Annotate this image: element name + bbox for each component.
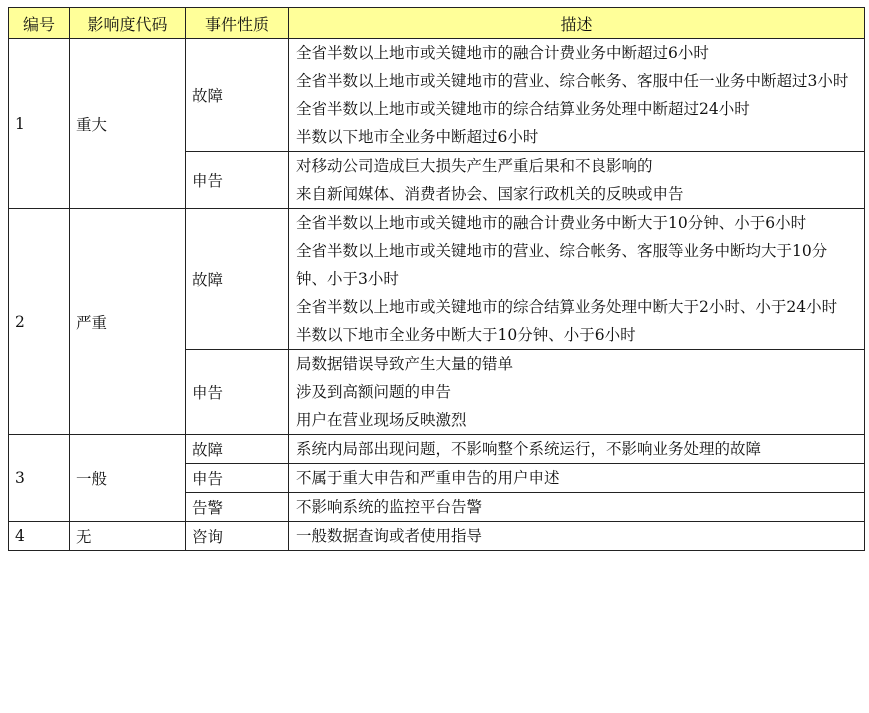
description-cell xyxy=(289,435,865,464)
description-line: 全省半数以上地市或关键地市的营业、综合帐务、客服等业务中断均大于10分钟、小于3小时 xyxy=(296,242,828,288)
table-row xyxy=(9,435,865,464)
description-line: 系统内局部出现问题，不影响整个系统运行，不影响业务处理的故障 xyxy=(296,440,762,458)
header-event-type: 事件性质 xyxy=(186,8,289,39)
description-cell xyxy=(289,493,865,522)
row-id: 4 xyxy=(9,522,70,551)
description-line: 对移动公司造成巨大损失产生严重后果和不良影响的 xyxy=(296,157,653,175)
description-line: 一般数据查询或者使用指导 xyxy=(296,527,483,545)
description-line: 全省半数以上地市或关键地市的融合计费业务中断超过6小时 xyxy=(296,44,709,62)
description-line: 全省半数以上地市或关键地市的综合结算业务处理中断超过24小时 xyxy=(296,100,750,118)
description-line: 来自新闻媒体、消费者协会、国家行政机关的反映或申告 xyxy=(296,185,684,203)
header-row xyxy=(9,8,865,39)
table-header xyxy=(9,8,865,39)
description-cell xyxy=(289,39,865,152)
event-type: 申告 xyxy=(186,350,289,435)
header-impact-code: 影响度代码 xyxy=(70,8,186,39)
impact-code: 重大 xyxy=(70,39,186,209)
description-line: 局数据错误导致产生大量的错单 xyxy=(296,355,514,373)
description-line: 用户在营业现场反映激烈 xyxy=(296,411,467,429)
description-line: 全省半数以上地市或关键地市的综合结算业务处理中断大于2小时、小于24小时 xyxy=(296,298,838,316)
description-line: 全省半数以上地市或关键地市的融合计费业务中断大于10分钟、小于6小时 xyxy=(296,214,807,232)
event-type: 告警 xyxy=(186,493,289,522)
event-type: 咨询 xyxy=(186,522,289,551)
description-cell xyxy=(289,209,865,350)
impact-level-table xyxy=(8,7,865,551)
description-line: 不影响系统的监控平台告警 xyxy=(296,498,483,516)
impact-code: 无 xyxy=(70,522,186,551)
description-line: 不属于重大申告和严重申告的用户申述 xyxy=(296,469,560,487)
table-row xyxy=(9,209,865,350)
row-id: 2 xyxy=(9,209,70,435)
event-type: 故障 xyxy=(186,435,289,464)
table-row xyxy=(9,39,865,152)
event-type: 申告 xyxy=(186,464,289,493)
table-body xyxy=(9,39,865,551)
header-description: 描述 xyxy=(289,8,865,39)
impact-code: 严重 xyxy=(70,209,186,435)
description-line: 全省半数以上地市或关键地市的营业、综合帐务、客服中任一业务中断超过3小时 xyxy=(296,72,849,90)
description-cell xyxy=(289,152,865,209)
impact-code: 一般 xyxy=(70,435,186,522)
event-type: 申告 xyxy=(186,152,289,209)
description-cell xyxy=(289,464,865,493)
header-id: 编号 xyxy=(9,8,70,39)
description-line: 涉及到高额问题的申告 xyxy=(296,383,452,401)
description-line: 半数以下地市全业务中断超过6小时 xyxy=(296,128,539,146)
table-row xyxy=(9,522,865,551)
row-id: 1 xyxy=(9,39,70,209)
description-cell xyxy=(289,350,865,435)
description-line: 半数以下地市全业务中断大于10分钟、小于6小时 xyxy=(296,326,636,344)
event-type: 故障 xyxy=(186,209,289,350)
event-type: 故障 xyxy=(186,39,289,152)
row-id: 3 xyxy=(9,435,70,522)
description-cell xyxy=(289,522,865,551)
